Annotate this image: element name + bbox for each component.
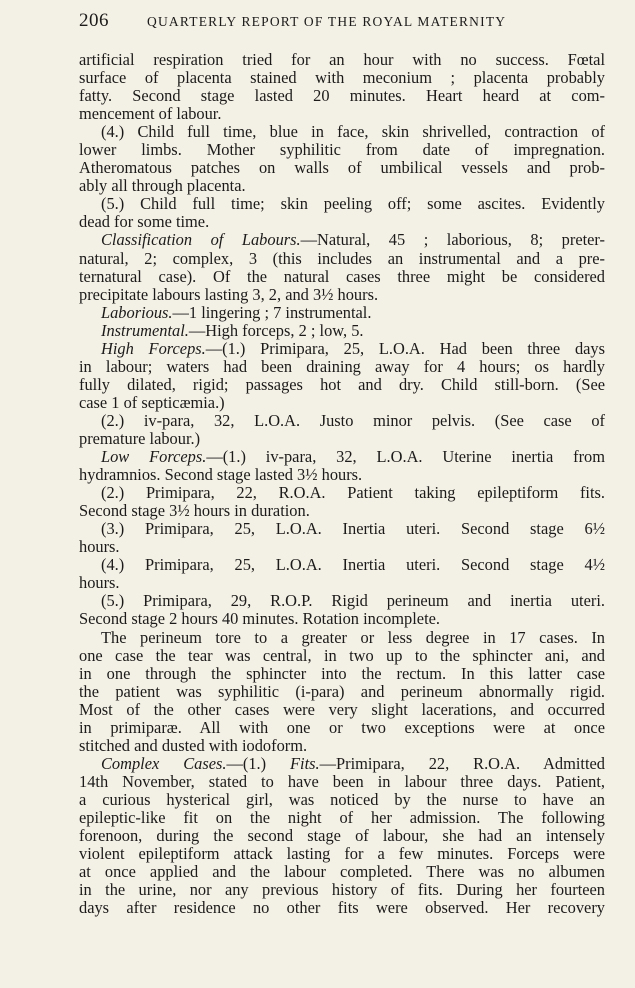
text-line: ternatural case). Of the natural cases three might be considered [79, 266, 605, 286]
text-line: Second stage 3½ hours in duration. [79, 501, 310, 521]
text-line: Instrumental.—High forceps, 2 ; low, 5. [101, 320, 364, 340]
text-line: fully dilated, rigid; passages hot and dry. Child still-born. (See [79, 374, 605, 394]
text-line: Classification of Labours.—Natural, 45 ; laborious, 8; preter- [101, 230, 606, 250]
text-line: (5.) Child full time; skin peeling off; some ascites. Evidently [101, 194, 605, 214]
text-line: lower limbs. Mother syphilitic from date of impregnation. [79, 140, 605, 160]
text-line: forenoon, during the second stage of labour, she had an intensely [79, 826, 605, 846]
text-line: in one through the sphincter into the rectum. In this latter case [79, 663, 605, 683]
text-line: days after residence no other fits were observed. Her recovery [79, 898, 605, 918]
body-text [79, 51, 605, 917]
text-line: hours. [79, 537, 120, 557]
text-line: at once applied and the labour completed. There was no albumen [79, 862, 605, 882]
text-line: mencement of labour. [79, 104, 222, 124]
text-line: in labour; waters had been draining away for 4 hours; os hardly [79, 356, 605, 376]
text-line: natural, 2; complex, 3 (this includes an instrumental and a pre- [79, 248, 605, 268]
text-line: Laborious.—1 lingering ; 7 instrumental. [101, 302, 372, 322]
text-line: 14th November, stated to have been in labour three days. Patient, [79, 771, 605, 791]
text-line: Complex Cases.—(1.) Fits.—Primipara, 22, R.O.A. Admitted [101, 753, 606, 773]
text-line: the patient was syphilitic (i-para) and perineum abnormally rigid. [79, 681, 605, 701]
text-line: dead for some time. [79, 212, 210, 232]
text-line: artificial respiration tried for an hour with no success. Fœtal [79, 50, 605, 69]
text-line: Atheromatous patches on walls of umbilical vessels and prob- [79, 158, 605, 178]
text-line: premature labour.) [79, 428, 201, 448]
text-line: (4.) Primipara, 25, L.O.A. Inertia uteri. Second stage 4½ [101, 555, 605, 575]
text-line: in the urine, nor any previous history of fits. During her fourteen [79, 880, 605, 900]
text-line: hours. [79, 573, 120, 593]
text-line: Most of the other cases were very slight lacerations, and occurred [79, 699, 605, 719]
text-line: Second stage 2 hours 40 minutes. Rotation incomplete. [79, 609, 440, 629]
text-line: High Forceps.—(1.) Primipara, 25, L.O.A. Had been three days [101, 338, 605, 358]
text-line: stitched and dusted with iodoform. [79, 735, 308, 755]
text-line: (5.) Primipara, 29, R.O.P. Rigid perineum and inertia uteri. [101, 591, 605, 611]
text-line: fatty. Second stage lasted 20 minutes. Heart heard at com- [79, 86, 605, 106]
text-line: (3.) Primipara, 25, L.O.A. Inertia uteri. Second stage 6½ [101, 519, 605, 539]
page-number: 206 [79, 10, 109, 31]
text-line: (4.) Child full time, blue in face, skin shrivelled, contraction of [101, 122, 605, 142]
text-line: violent epileptiform attack lasting for a few minutes. Forceps were [79, 844, 605, 864]
text-line: hydramnios. Second stage lasted 3½ hours. [79, 465, 363, 485]
text-line: The perineum tore to a greater or less degree in 17 cases. In [101, 627, 605, 647]
text-line: one case the tear was central, in two up to the sphincter ani, and [79, 645, 605, 665]
text-line: surface of placenta stained with meconium ; placenta probably [79, 68, 605, 88]
text-line: (2.) iv-para, 32, L.O.A. Justo minor pelvis. (See case of [101, 410, 605, 430]
text-line: epileptic-like fit on the night of her admission. The following [79, 807, 605, 827]
text-line: precipitate labours lasting 3, 2, and 3½ hours. [79, 284, 379, 304]
text-line: in primiparæ. All with one or two exceptions were at once [79, 717, 605, 737]
text-line: a curious hysterical girl, was noticed by the nurse to have an [79, 789, 605, 809]
page-header [79, 10, 605, 34]
running-title: QUARTERLY REPORT OF THE ROYAL MATERNITY [147, 14, 507, 29]
text-line: Low Forceps.—(1.) iv-para, 32, L.O.A. Uterine inertia from [101, 447, 605, 467]
text-line: case 1 of septicæmia.) [79, 392, 225, 412]
text-line: (2.) Primipara, 22, R.O.A. Patient taking epileptiform fits. [101, 483, 605, 503]
text-line: ably all through placenta. [79, 176, 246, 196]
